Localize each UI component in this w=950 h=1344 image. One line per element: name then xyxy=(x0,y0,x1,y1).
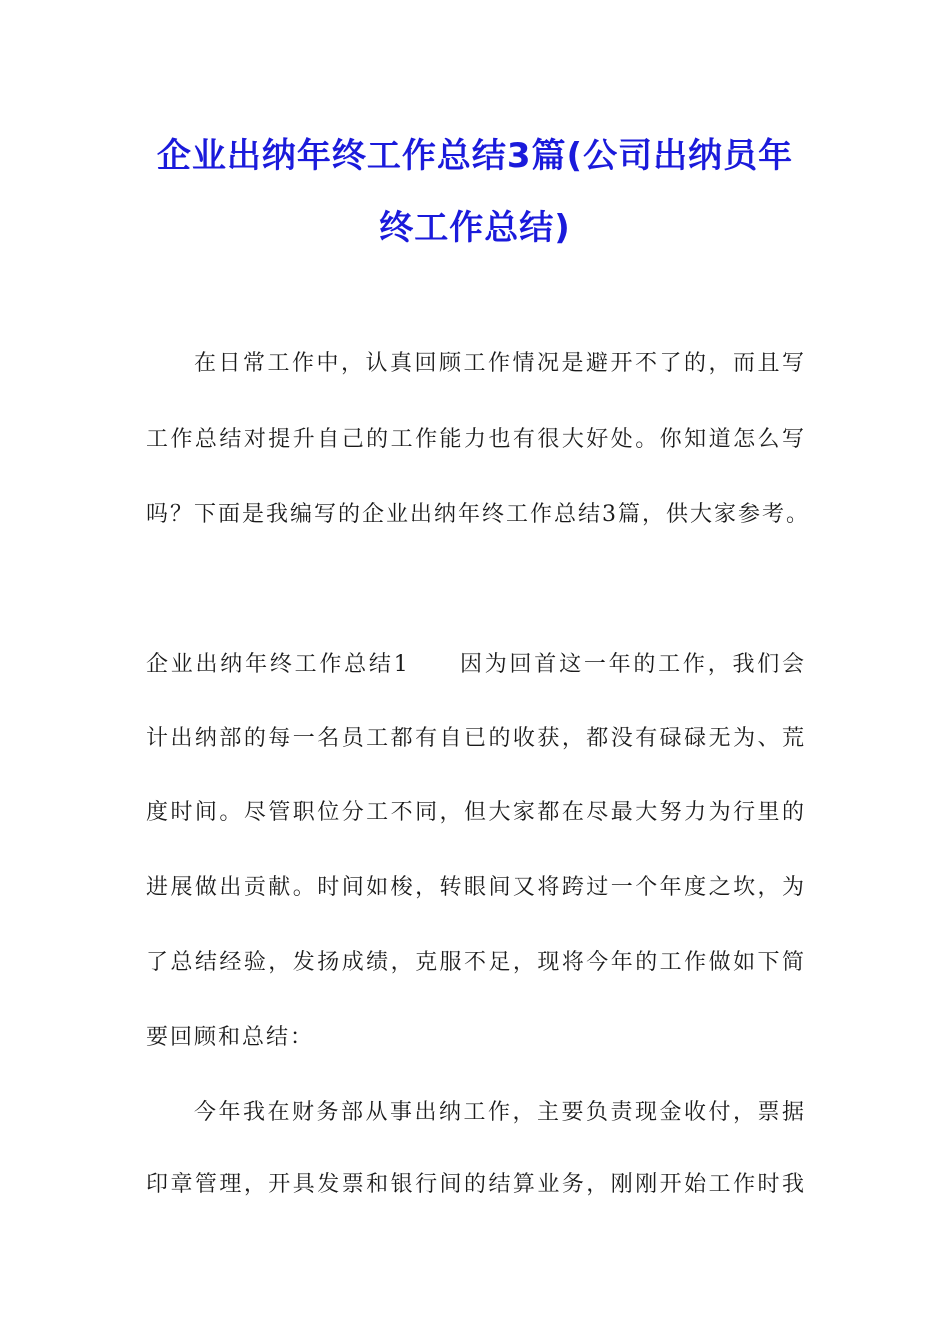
paragraph-line: 了总结经验，发扬成绩，克服不足，现将今年的工作做如下简 xyxy=(146,950,806,975)
paragraph-line: 企业出纳年终工作总结1 因为回首这一年的工作，我们会 xyxy=(146,652,806,677)
paragraph-line: 要回顾和总结： xyxy=(146,1025,315,1050)
document-title-line-2: 终工作总结) xyxy=(379,208,571,248)
paragraph-line: 印章管理，开具发票和银行间的结算业务，刚刚开始工作时我 xyxy=(146,1172,806,1197)
paragraph-line: 在日常工作中，认真回顾工作情况是避开不了的，而且写 xyxy=(194,351,806,376)
paragraph-line: 吗？下面是我编写的企业出纳年终工作总结3篇，供大家参考。 xyxy=(146,502,810,527)
paragraph-line: 度时间。尽管职位分工不同，但大家都在尽最大努力为行里的 xyxy=(146,800,806,825)
paragraph-line: 进展做出贡献。时间如梭，转眼间又将跨过一个年度之坎，为 xyxy=(146,875,806,900)
paragraph-line: 计出纳部的每一名员工都有自已的收获，都没有碌碌无为、荒 xyxy=(146,726,806,751)
document-title-line-1: 企业出纳年终工作总结3篇(公司出纳员年 xyxy=(156,136,794,176)
paragraph-line: 今年我在财务部从事出纳工作，主要负责现金收付，票据 xyxy=(194,1100,806,1125)
paragraph-line: 工作总结对提升自己的工作能力也有很大好处。你知道怎么写 xyxy=(146,427,806,452)
